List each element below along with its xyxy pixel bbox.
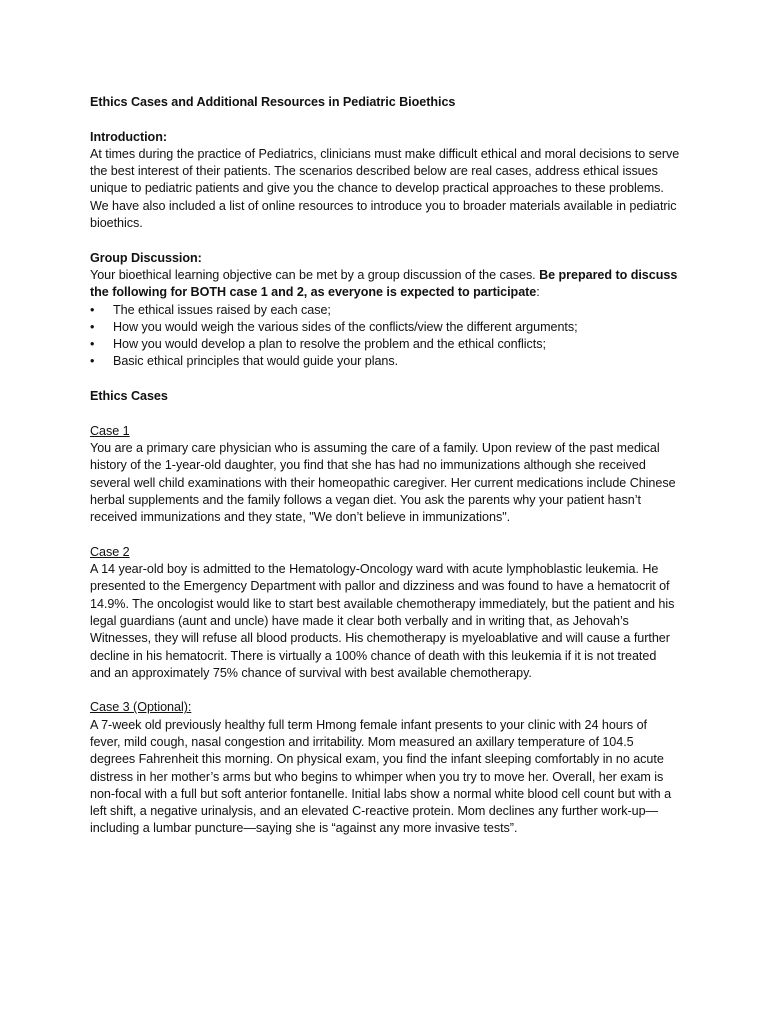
group-discussion-paragraph	[90, 267, 680, 302]
group-discussion-text: Your bioethical learning objective can be met by a group discussion of the cases.	[90, 267, 540, 282]
bullet-icon: •	[90, 302, 95, 317]
group-discussion-section	[90, 250, 680, 371]
list-item-text: Basic ethical principles that would guide your plans.	[113, 354, 399, 369]
list-item	[90, 319, 680, 336]
list-item	[90, 302, 680, 319]
introduction-section	[90, 129, 680, 233]
document-title: Ethics Cases and Additional Resources in Pediatric Bioethics	[90, 95, 456, 109]
list-item	[90, 353, 680, 370]
case-1-paragraph: You are a primary care physician who is assuming the care of a family. Upon review of the past medical history of the 1-year-old daughter, you find that she has had no immunizations although she received several well child examinations with their homeopathic caregiver. Her current medications include Chinese herbal supplements and the family follows a vegan diet. You ask the parents why your patient hasn’t received immunizations and they state, "We don’t believe in immunizations".	[90, 440, 676, 525]
bullet-icon: •	[90, 337, 95, 352]
case-1-section	[90, 423, 680, 527]
case-3-heading: Case 3 (Optional):	[90, 700, 192, 715]
bullet-icon: •	[90, 354, 95, 369]
group-discussion-heading: Group Discussion:	[90, 250, 202, 265]
case-2-heading: Case 2	[90, 544, 130, 559]
list-item-text: The ethical issues raised by each case;	[113, 302, 331, 317]
document-page	[90, 94, 680, 855]
case-2-section	[90, 544, 680, 682]
ethics-cases-heading: Ethics Cases	[90, 389, 168, 404]
case-3-paragraph: A 7-week old previously healthy full term Hmong female infant presents to your clinic with 24 hours of fever, mild cough, nasal congestion and irritability. Mom measured an axillary temperature of 104.5 degrees Fahrenheit this morning. On physical exam, you find the infant sleeping comfortably in no acute distress in her mother’s arms but who begins to whimper when you try to move her. Overall, her exam is non-focal with a full but soft anterior fontanelle. Initial labs show a normal white blood cell count but with a left shift, a negative urinalysis, and an elevated C-reactive protein. Mom declines any further work-up—including a lumbar puncture—saying she is “against any more invasive tests”.	[90, 717, 672, 836]
list-item-text: How you would develop a plan to resolve the problem and the ethical conflicts;	[113, 337, 546, 352]
discussion-bullet-list	[90, 302, 680, 371]
ethics-cases-section	[90, 388, 680, 405]
case-1-heading: Case 1	[90, 423, 130, 438]
introduction-heading: Introduction:	[90, 129, 167, 144]
bullet-icon: •	[90, 319, 95, 334]
case-3-section	[90, 699, 680, 837]
group-discussion-colon: :	[536, 285, 540, 300]
introduction-paragraph: At times during the practice of Pediatrics, clinicians must make difficult ethical and moral decisions to serve the best interest of their patients. The scenarios described below are real cases, address ethical issues unique to pediatric patients and give you the chance to develop practical approaches to these problems. We have also included a list of online resources to introduce you to broader materials available in pediatric bioethics.	[90, 146, 680, 231]
list-item-text: How you would weigh the various sides of the conflicts/view the different arguments;	[113, 319, 578, 334]
case-2-paragraph: A 14 year-old boy is admitted to the Hematology-Oncology ward with acute lymphoblastic leukemia. He presented to the Emergency Department with pallor and dizziness and was found to have a hematocrit of 14.9%. The oncologist would like to start best available chemotherapy immediately, but the patient and his legal guardians (aunt and uncle) have made it clear both verbally and in writing that, as Jehovah’s Witnesses, they will refuse all blood products. His chemotherapy is myeloablative and will cause a further decline in his hematocrit. There is virtually a 100% chance of death with this leukemia if it is not treated and an approximately 75% chance of survival with best available chemotherapy.	[90, 562, 675, 680]
list-item	[90, 336, 680, 353]
group-discussion-emphasis: Be prepared to discuss the following for BOTH case 1 and 2, as everyone is expected to participate	[90, 267, 678, 300]
